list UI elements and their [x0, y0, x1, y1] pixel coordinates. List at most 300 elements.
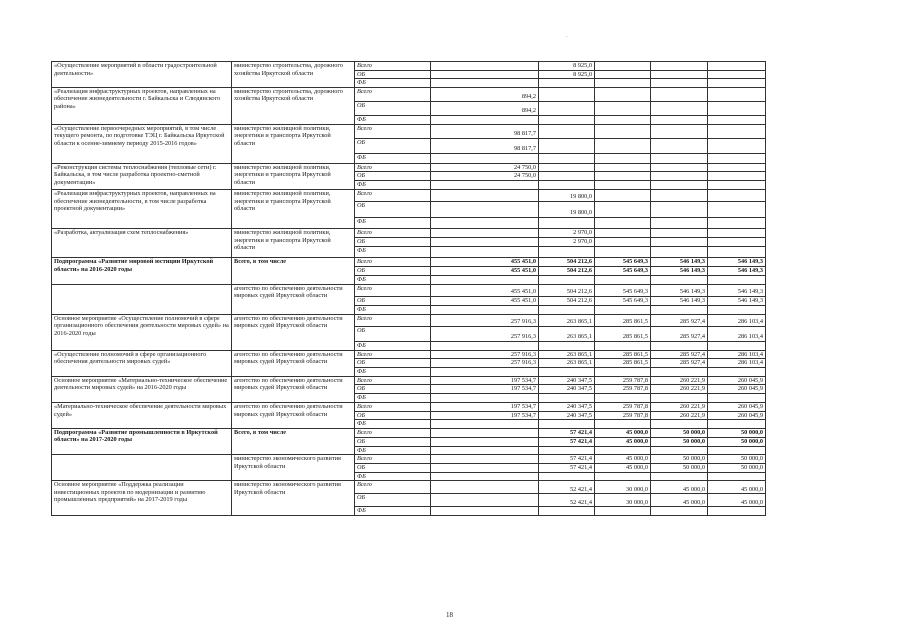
- funding-source-cell: ФБ: [355, 446, 431, 455]
- funding-source-cell: ОБ: [355, 201, 431, 217]
- amount-cell: 50 000,0: [651, 437, 708, 446]
- amount-cell: [708, 124, 766, 138]
- amount-cell: [595, 228, 651, 237]
- amount-cell: [431, 153, 539, 163]
- amount-cell: 30 000,0: [595, 494, 651, 507]
- amount-cell: [431, 428, 539, 437]
- amount-cell: 285 861,5: [595, 350, 651, 359]
- executor-cell: министерство строительства, дорожного хозяйства Иркутской области: [232, 62, 355, 88]
- amount-cell: 50 000,0: [651, 463, 708, 472]
- amount-cell: 45 000,0: [708, 494, 766, 507]
- amount-cell: [708, 163, 766, 172]
- amount-cell: [708, 237, 766, 246]
- amount-cell: [539, 367, 595, 376]
- executor-cell: министерство экономического развития Иркутской области: [232, 455, 355, 481]
- amount-cell: [595, 153, 651, 163]
- amount-cell: [651, 115, 708, 124]
- amount-cell: 259 787,8: [595, 411, 651, 420]
- amount-cell: [708, 246, 766, 257]
- funding-source-cell: ОБ: [355, 237, 431, 246]
- amount-cell: 545 649,3: [595, 266, 651, 275]
- amount-cell: 30 000,0: [595, 481, 651, 494]
- amount-cell: 285 927,4: [651, 359, 708, 368]
- amount-cell: 98 817,7: [431, 124, 539, 138]
- amount-cell: 455 451,0: [431, 296, 539, 305]
- amount-cell: [431, 393, 539, 402]
- amount-cell: [431, 446, 539, 455]
- amount-cell: [708, 172, 766, 181]
- funding-source-cell: ФБ: [355, 393, 431, 402]
- amount-cell: [431, 494, 539, 507]
- amount-cell: 260 045,9: [708, 376, 766, 385]
- amount-cell: [708, 62, 766, 71]
- amount-cell: [651, 217, 708, 228]
- amount-cell: [708, 101, 766, 115]
- amount-cell: 45 000,0: [651, 494, 708, 507]
- amount-cell: 285 927,4: [651, 326, 708, 341]
- amount-cell: [431, 420, 539, 429]
- amount-cell: [651, 472, 708, 481]
- amount-cell: 259 787,8: [595, 385, 651, 394]
- amount-cell: 260 221,9: [651, 402, 708, 411]
- funding-source-cell: ФБ: [355, 367, 431, 376]
- funding-source-cell: ФБ: [355, 305, 431, 314]
- amount-cell: 260 045,9: [708, 402, 766, 411]
- funding-source-cell: ОБ: [355, 437, 431, 446]
- table-row: [52, 87, 766, 101]
- amount-cell: 50 000,0: [708, 428, 766, 437]
- amount-cell: [431, 62, 539, 71]
- table-row: [52, 376, 766, 385]
- amount-cell: [539, 163, 595, 172]
- amount-cell: 57 421,4: [539, 437, 595, 446]
- funding-source-cell: Всего: [355, 257, 431, 266]
- amount-cell: 546 149,3: [651, 296, 708, 305]
- executor-cell: министерство жилищной политики, энергетики и транспорта Иркутской области: [232, 189, 355, 228]
- measure-name-cell: [52, 284, 232, 314]
- funding-source-cell: Всего: [355, 402, 431, 411]
- amount-cell: [651, 420, 708, 429]
- funding-source-cell: ОБ: [355, 494, 431, 507]
- funding-source-cell: ФБ: [355, 115, 431, 124]
- amount-cell: 45 000,0: [595, 463, 651, 472]
- table-row: [52, 481, 766, 494]
- amount-cell: [431, 367, 539, 376]
- amount-cell: 263 865,1: [539, 314, 595, 326]
- funding-source-cell: ФБ: [355, 79, 431, 88]
- amount-cell: [595, 62, 651, 71]
- amount-cell: 263 865,1: [539, 326, 595, 341]
- amount-cell: 455 451,0: [431, 257, 539, 266]
- funding-source-cell: Всего: [355, 87, 431, 101]
- amount-cell: [539, 446, 595, 455]
- amount-cell: [539, 79, 595, 88]
- amount-cell: 257 916,3: [431, 359, 539, 368]
- amount-cell: 285 927,4: [651, 350, 708, 359]
- budget-table: [51, 61, 766, 516]
- amount-cell: [708, 393, 766, 402]
- amount-cell: 260 045,9: [708, 385, 766, 394]
- funding-source-cell: ФБ: [355, 153, 431, 163]
- measure-name-cell: Основное мероприятие «Осуществление полномочий в сфере организационного обеспечения деятельности мировых судей» на 2016-2020 годы: [52, 314, 232, 350]
- amount-cell: [595, 341, 651, 350]
- amount-cell: [595, 201, 651, 217]
- amount-cell: 546 149,3: [708, 284, 766, 296]
- amount-cell: [431, 341, 539, 350]
- amount-cell: [708, 70, 766, 79]
- amount-cell: [539, 153, 595, 163]
- amount-cell: [708, 341, 766, 350]
- amount-cell: [595, 180, 651, 189]
- amount-cell: 263 865,1: [539, 359, 595, 368]
- amount-cell: [595, 237, 651, 246]
- amount-cell: [431, 507, 539, 516]
- table-row: [52, 62, 766, 71]
- executor-cell: агентство по обеспечению деятельности мировых судей Иркутской области: [232, 402, 355, 428]
- amount-cell: 57 421,4: [539, 428, 595, 437]
- amount-cell: [651, 180, 708, 189]
- amount-cell: [431, 481, 539, 494]
- amount-cell: [651, 124, 708, 138]
- amount-cell: 8 925,0: [539, 70, 595, 79]
- corner-mark: .: [566, 31, 568, 39]
- amount-cell: 240 347,5: [539, 402, 595, 411]
- amount-cell: [651, 305, 708, 314]
- amount-cell: 45 000,0: [651, 481, 708, 494]
- amount-cell: [708, 79, 766, 88]
- table-row: [52, 350, 766, 359]
- amount-cell: [595, 172, 651, 181]
- amount-cell: [539, 472, 595, 481]
- table-row: [52, 228, 766, 237]
- funding-source-cell: ОБ: [355, 359, 431, 368]
- amount-cell: [595, 246, 651, 257]
- funding-source-cell: Всего: [355, 481, 431, 494]
- amount-cell: 257 916,3: [431, 350, 539, 359]
- amount-cell: [708, 153, 766, 163]
- amount-cell: 197 534,7: [431, 376, 539, 385]
- funding-source-cell: Всего: [355, 376, 431, 385]
- amount-cell: 263 865,1: [539, 350, 595, 359]
- amount-cell: [708, 217, 766, 228]
- measure-name-cell: «Разработка, актуализация схем теплоснабжения»: [52, 228, 232, 257]
- amount-cell: [539, 180, 595, 189]
- amount-cell: [595, 189, 651, 201]
- amount-cell: 260 221,9: [651, 376, 708, 385]
- measure-name-cell: Подпрограмма «Развитие промышленности в Иркутской области» на 2017-2020 годы: [52, 428, 232, 455]
- amount-cell: 19 800,0: [539, 201, 595, 217]
- funding-source-cell: ОБ: [355, 101, 431, 115]
- measure-name-cell: «Реализация инфраструктурных проектов, направленных на обеспечение жизнедеятельности г. Байкальска и Слюдянского района»: [52, 87, 232, 124]
- funding-source-cell: ОБ: [355, 172, 431, 181]
- amount-cell: [708, 201, 766, 217]
- amount-cell: [651, 153, 708, 163]
- amount-cell: [595, 305, 651, 314]
- amount-cell: [651, 79, 708, 88]
- amount-cell: [708, 228, 766, 237]
- amount-cell: [539, 420, 595, 429]
- funding-source-cell: ФБ: [355, 341, 431, 350]
- amount-cell: 285 861,5: [595, 326, 651, 341]
- amount-cell: 98 817,7: [431, 138, 539, 153]
- amount-cell: [708, 87, 766, 101]
- amount-cell: [431, 455, 539, 464]
- measure-name-cell: «Осуществление мероприятий в области градостроительной деятельности»: [52, 62, 232, 88]
- funding-source-cell: ФБ: [355, 420, 431, 429]
- executor-cell: агентство по обеспечению деятельности мировых судей Иркутской области: [232, 314, 355, 350]
- amount-cell: 50 000,0: [708, 463, 766, 472]
- funding-source-cell: ФБ: [355, 246, 431, 257]
- amount-cell: 45 000,0: [595, 455, 651, 464]
- amount-cell: [595, 367, 651, 376]
- amount-cell: 286 103,4: [708, 326, 766, 341]
- amount-cell: [595, 275, 651, 284]
- funding-source-cell: ОБ: [355, 266, 431, 275]
- amount-cell: 545 649,3: [595, 284, 651, 296]
- amount-cell: [595, 393, 651, 402]
- amount-cell: [708, 367, 766, 376]
- amount-cell: [431, 201, 539, 217]
- amount-cell: 197 534,7: [431, 402, 539, 411]
- table-row: [52, 428, 766, 437]
- amount-cell: [708, 189, 766, 201]
- amount-cell: [708, 507, 766, 516]
- amount-cell: [595, 87, 651, 101]
- amount-cell: [708, 420, 766, 429]
- amount-cell: [595, 115, 651, 124]
- amount-cell: 24 750,0: [431, 172, 539, 181]
- amount-cell: [539, 341, 595, 350]
- amount-cell: [651, 228, 708, 237]
- amount-cell: [431, 70, 539, 79]
- amount-cell: 546 149,3: [651, 257, 708, 266]
- amount-cell: 546 149,3: [708, 257, 766, 266]
- funding-source-cell: Всего: [355, 314, 431, 326]
- amount-cell: 260 221,9: [651, 385, 708, 394]
- amount-cell: [431, 472, 539, 481]
- funding-source-cell: Всего: [355, 284, 431, 296]
- amount-cell: 894,2: [431, 87, 539, 101]
- amount-cell: 504 212,6: [539, 266, 595, 275]
- amount-cell: 504 212,6: [539, 296, 595, 305]
- amount-cell: [431, 246, 539, 257]
- funding-source-cell: ОБ: [355, 326, 431, 341]
- executor-cell: агентство по обеспечению деятельности мировых судей Иркутской области: [232, 284, 355, 314]
- amount-cell: [539, 87, 595, 101]
- amount-cell: [595, 101, 651, 115]
- amount-cell: [651, 62, 708, 71]
- funding-source-cell: ОБ: [355, 70, 431, 79]
- funding-source-cell: Всего: [355, 124, 431, 138]
- amount-cell: [651, 393, 708, 402]
- funding-source-cell: Всего: [355, 62, 431, 71]
- amount-cell: 546 149,3: [651, 284, 708, 296]
- amount-cell: 52 421,4: [539, 481, 595, 494]
- amount-cell: 240 347,5: [539, 385, 595, 394]
- amount-cell: 240 347,5: [539, 411, 595, 420]
- amount-cell: [651, 275, 708, 284]
- measure-name-cell: Основное мероприятие «Материально-техническое обеспечение деятельности мировых судей» на 2016-2020 годы: [52, 376, 232, 402]
- amount-cell: [539, 101, 595, 115]
- budget-table-wrapper: [51, 61, 766, 516]
- amount-cell: [539, 275, 595, 284]
- amount-cell: [431, 437, 539, 446]
- page-number: 18: [446, 611, 453, 619]
- amount-cell: [431, 237, 539, 246]
- amount-cell: [539, 305, 595, 314]
- amount-cell: 257 916,3: [431, 326, 539, 341]
- amount-cell: 455 451,0: [431, 284, 539, 296]
- amount-cell: [431, 275, 539, 284]
- amount-cell: 2 970,0: [539, 237, 595, 246]
- amount-cell: [595, 507, 651, 516]
- amount-cell: 50 000,0: [708, 455, 766, 464]
- amount-cell: [651, 446, 708, 455]
- executor-cell: агентство по обеспечению деятельности мировых судей Иркутской области: [232, 376, 355, 402]
- amount-cell: [651, 172, 708, 181]
- funding-source-cell: Всего: [355, 350, 431, 359]
- amount-cell: [708, 180, 766, 189]
- amount-cell: [595, 446, 651, 455]
- executor-cell: министерство жилищной политики, энергетики и транспорта Иркутской области: [232, 228, 355, 257]
- funding-source-cell: ОБ: [355, 296, 431, 305]
- amount-cell: 455 451,0: [431, 266, 539, 275]
- funding-source-cell: ФБ: [355, 472, 431, 481]
- amount-cell: [651, 189, 708, 201]
- measure-name-cell: «Материально-техническое обеспечение деятельности мировых судей»: [52, 402, 232, 428]
- funding-source-cell: ФБ: [355, 217, 431, 228]
- amount-cell: 57 421,4: [539, 463, 595, 472]
- amount-cell: 2 970,0: [539, 228, 595, 237]
- funding-source-cell: ОБ: [355, 138, 431, 153]
- executor-cell: министерство экономического развития Иркутской области: [232, 481, 355, 516]
- executor-cell: Всего, в том числе: [232, 428, 355, 455]
- amount-cell: [651, 201, 708, 217]
- amount-cell: 19 800,0: [539, 189, 595, 201]
- amount-cell: [708, 275, 766, 284]
- amount-cell: [595, 124, 651, 138]
- amount-cell: 260 221,9: [651, 411, 708, 420]
- amount-cell: 504 212,6: [539, 284, 595, 296]
- amount-cell: 257 916,3: [431, 314, 539, 326]
- funding-source-cell: ОБ: [355, 463, 431, 472]
- amount-cell: 285 927,4: [651, 314, 708, 326]
- amount-cell: [651, 341, 708, 350]
- amount-cell: 286 103,4: [708, 350, 766, 359]
- amount-cell: [595, 138, 651, 153]
- executor-cell: министерство жилищной политики, энергетики и транспорта Иркутской области: [232, 163, 355, 189]
- amount-cell: [651, 246, 708, 257]
- amount-cell: 545 649,3: [595, 257, 651, 266]
- amount-cell: [431, 115, 539, 124]
- measure-name-cell: Основное мероприятие «Поддержка реализации инвестиционных проектов по модернизации и развитию промышленных предприятий» на 2017-2019 годы: [52, 481, 232, 516]
- amount-cell: [431, 228, 539, 237]
- amount-cell: [595, 472, 651, 481]
- amount-cell: 894,2: [431, 101, 539, 115]
- amount-cell: 197 534,7: [431, 411, 539, 420]
- amount-cell: 260 045,9: [708, 411, 766, 420]
- table-row: [52, 189, 766, 201]
- amount-cell: [708, 472, 766, 481]
- amount-cell: 45 000,0: [708, 481, 766, 494]
- table-row: [52, 257, 766, 266]
- amount-cell: [651, 87, 708, 101]
- amount-cell: [431, 180, 539, 189]
- amount-cell: [431, 217, 539, 228]
- amount-cell: [539, 507, 595, 516]
- amount-cell: 285 861,5: [595, 359, 651, 368]
- measure-name-cell: Подпрограмма «Развитие мировой юстиции Иркутской области» на 2016-2020 годы: [52, 257, 232, 284]
- funding-source-cell: Всего: [355, 455, 431, 464]
- funding-source-cell: Всего: [355, 189, 431, 201]
- amount-cell: 52 421,4: [539, 494, 595, 507]
- amount-cell: 546 149,3: [708, 266, 766, 275]
- amount-cell: [595, 70, 651, 79]
- amount-cell: 546 149,3: [708, 296, 766, 305]
- executor-cell: агентство по обеспечению деятельности мировых судей Иркутской области: [232, 350, 355, 376]
- amount-cell: 45 000,0: [595, 428, 651, 437]
- amount-cell: [708, 138, 766, 153]
- amount-cell: 259 787,8: [595, 402, 651, 411]
- amount-cell: 504 212,6: [539, 257, 595, 266]
- amount-cell: [708, 115, 766, 124]
- amount-cell: 285 861,5: [595, 314, 651, 326]
- amount-cell: 286 103,4: [708, 314, 766, 326]
- amount-cell: [595, 79, 651, 88]
- amount-cell: [651, 138, 708, 153]
- table-row: [52, 455, 766, 464]
- funding-source-cell: ОБ: [355, 411, 431, 420]
- measure-name-cell: «Осуществление первоочередных мероприятий, в том числе текущего ремонта, по подготовке ТЭЦ г. Байкальска Иркутской области к осенне-зимнему периоду 2015-2016 годов»: [52, 124, 232, 163]
- table-row: [52, 124, 766, 138]
- amount-cell: 45 000,0: [595, 437, 651, 446]
- amount-cell: [539, 124, 595, 138]
- amount-cell: [651, 367, 708, 376]
- table-row: [52, 402, 766, 411]
- executor-cell: Всего, в том числе: [232, 257, 355, 284]
- amount-cell: [539, 217, 595, 228]
- table-row: [52, 163, 766, 172]
- funding-source-cell: ФБ: [355, 275, 431, 284]
- funding-source-cell: Всего: [355, 428, 431, 437]
- amount-cell: 286 103,4: [708, 359, 766, 368]
- amount-cell: 546 149,3: [651, 266, 708, 275]
- amount-cell: [651, 70, 708, 79]
- amount-cell: [651, 101, 708, 115]
- amount-cell: [651, 163, 708, 172]
- funding-source-cell: ФБ: [355, 180, 431, 189]
- amount-cell: [595, 217, 651, 228]
- amount-cell: 50 000,0: [651, 455, 708, 464]
- amount-cell: 259 787,8: [595, 376, 651, 385]
- amount-cell: 50 000,0: [708, 437, 766, 446]
- amount-cell: [708, 305, 766, 314]
- amount-cell: [431, 189, 539, 201]
- executor-cell: министерство жилищной политики, энергетики и транспорта Иркутской области: [232, 124, 355, 163]
- amount-cell: [431, 79, 539, 88]
- amount-cell: [651, 237, 708, 246]
- amount-cell: 24 750,0: [431, 163, 539, 172]
- amount-cell: 57 421,4: [539, 455, 595, 464]
- measure-name-cell: «Реконструкция системы теплоснабжения (тепловые сети) г. Байкальска, в том числе разработка проектно-сметной документации»: [52, 163, 232, 189]
- measure-name-cell: «Осуществление полномочий в сфере организационного обеспечения деятельности мировых судей»: [52, 350, 232, 376]
- amount-cell: [595, 420, 651, 429]
- amount-cell: 545 649,3: [595, 296, 651, 305]
- amount-cell: [595, 163, 651, 172]
- amount-cell: [539, 246, 595, 257]
- funding-source-cell: ОБ: [355, 385, 431, 394]
- amount-cell: 240 347,5: [539, 376, 595, 385]
